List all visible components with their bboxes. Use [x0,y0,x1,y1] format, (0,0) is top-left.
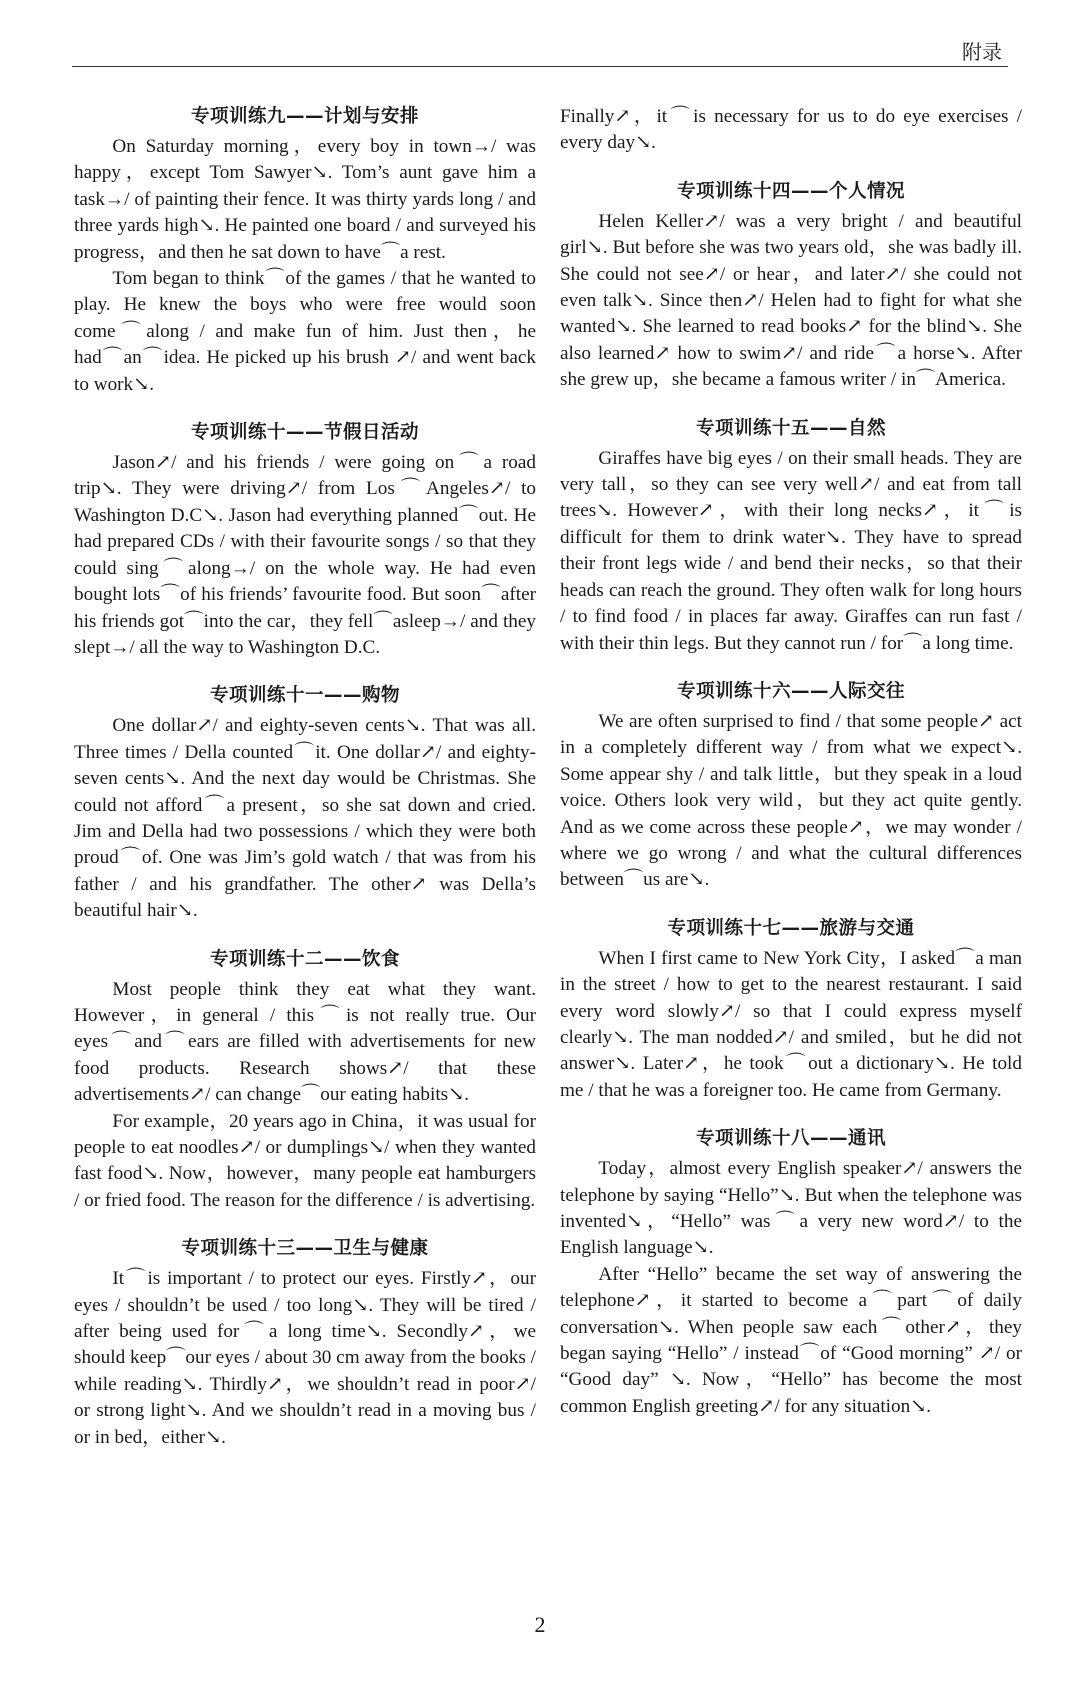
section-title: 专项训练十——节假日活动 [190,422,419,444]
section-14 [560,179,1022,394]
section-17 [560,916,1022,1104]
left-column [74,104,536,1473]
section-16 [560,679,1022,894]
section-15 [560,416,1022,657]
paragraph: When I first came to New York City，I asked⌒a man in the street / how to get to the nearest restaurant. I said every word slowly↗/ so that I could express myself clearly↘. The man nodded↗/ and smiled，but he did not answer↘. Later↗，he took⌒out a dictionary↘. He told me / that he was a foreigner too. He came from Germany. [560,947,1022,1101]
section-13-continued [560,104,1022,157]
paragraph: Giraffes have big eyes / on their small heads. They are very tall，so they can see very well↗/ and eat from tall trees↘. However↗，with their long necks↗，it⌒is difficult for them to drink water↘. They have to spread their front legs wide / and bend their necks，so that their heads can reach the ground. They often walk for long hours / to find food / in places far away. Giraffes can run fast / with their thin legs. But they cannot run / for⌒a long time. [560,447,1022,654]
paragraph: One dollar↗/ and eighty-seven cents↘. That was all. Three times / Della counted⌒it. One dollar↗/ and eighty-seven cents↘. And the next day would be Christmas. She could not afford⌒a present，so she sat down and cried. Jim and Della had two possessions / which they were both proud⌒of. One was Jim’s gold watch / that was from his father / and his grandfather. The other↗ was Della’s beautiful hair↘. [74,715,536,922]
section-title: 专项训练十五——自然 [695,417,886,439]
section-title: 专项训练十二——饮食 [209,948,400,970]
paragraph: Most people think they eat what they want. However，in general / this⌒is not really true. Our eyes⌒and⌒ears are filled with advertisements for new food products. Research shows↗/ that these advertisements↗/ can change⌒our eating habits↘. [74,978,536,1106]
section-title: 专项训练十七——旅游与交通 [667,917,915,939]
section-title: 专项训练十一——购物 [209,685,400,707]
paragraph: After “Hello” became the set way of answering the telephone↗，it started to become a⌒part⌒of daily conversation↘. When people saw each⌒other↗，they began saying “Hello” / instead⌒of “Good morning” ↗/ or “Good day” ↘. Now，“Hello” has become the most common English greeting↗/ for any situation↘. [560,1263,1022,1417]
section-12 [74,947,536,1215]
section-title: 专项训练十六——人际交往 [676,680,905,702]
header-label: 附录 [962,40,1002,64]
section-13 [74,1236,536,1451]
section-9 [74,104,536,398]
section-title: 专项训练十三——卫生与健康 [181,1238,429,1260]
section-18 [560,1126,1022,1420]
page-header [72,28,1008,67]
paragraph: We are often surprised to find / that some people↗ act in a completely different way / from what we expect↘. Some appear shy / and talk little，but they speak in a loud voice. Others look very wild，but they act quite gently. And as we come across these people↗，we may wonder / where we go wrong / and what the cultural differences between⌒us are↘. [560,710,1022,891]
paragraph: On Saturday morning，every boy in town→/ was happy，except Tom Sawyer↘. Tom’s aunt gave him a task→/ of painting their fence. It was thirty yards long / and three yards high↘. He painted one board / and surveyed his progress，and then he sat down to have⌒a rest. [74,136,536,263]
section-10 [74,420,536,661]
paragraph-continuation: Finally↗，it⌒is necessary for us to do eye exercises / every day↘. [560,106,1022,154]
section-title: 专项训练十四——个人情况 [676,180,905,202]
paragraph: Tom began to think⌒of the games / that he wanted to play. He knew the boys who were free would soon come⌒along / and make fun of him. Just then，he had⌒an⌒idea. He picked up his brush ↗/ and went back to work↘. [74,268,536,395]
paragraph: It⌒is important / to protect our eyes. Firstly↗，our eyes / shouldn’t be used / too long↘. They will be tired / after being used for⌒a long time↘. Secondly↗，we should keep⌒our eyes / about 30 cm away from the books / while reading↘. Thirdly↗，we shouldn’t read in poor↗/ or strong light↘. And we shouldn’t read in a moving bus / or in bed，either↘. [74,1268,536,1448]
paragraph: Today，almost every English speaker↗/ answers the telephone by saying “Hello”↘. But when the telephone was invented↘，“Hello” was⌒a very new word↗/ to the English language↘. [560,1158,1022,1259]
paragraph: For example，20 years ago in China，it was usual for people to eat noodles↗/ or dumplings↘/ when they wanted fast food↘. Now，however，many people eat hamburgers / or fried food. The reason for the difference / is advertising. [74,1110,536,1211]
paragraph: Helen Keller↗/ was a very bright / and beautiful girl↘. But before she was two years old，she was badly ill. She could not see↗/ or hear，and later↗/ she could not even talk↘. Since then↗/ Helen had to fight for what she wanted↘. She learned to read books↗ for the blind↘. She also learned↗ how to swim↗/ and ride⌒a horse↘. After she grew up，she became a famous writer / in⌒America. [560,210,1022,391]
page-number: 2 [534,1612,546,1637]
section-11 [74,683,536,924]
section-title: 专项训练十八——通讯 [695,1128,886,1150]
paragraph: Jason↗/ and his friends / were going on⌒a road trip↘. They were driving↗/ from Los⌒Angeles↗/ to Washington D.C↘. Jason had everything planned⌒out. He had prepared CDs / with their favourite songs / so that they could sing⌒along→/ on the whole way. He had even bought lots⌒of his friends’ favourite food. But soon⌒after his friends got⌒into the car，they fell⌒asleep→/ and they slept→/ all the way to Washington D.C. [74,452,536,658]
right-column [560,104,1022,1442]
section-title: 专项训练九——计划与安排 [190,106,419,127]
